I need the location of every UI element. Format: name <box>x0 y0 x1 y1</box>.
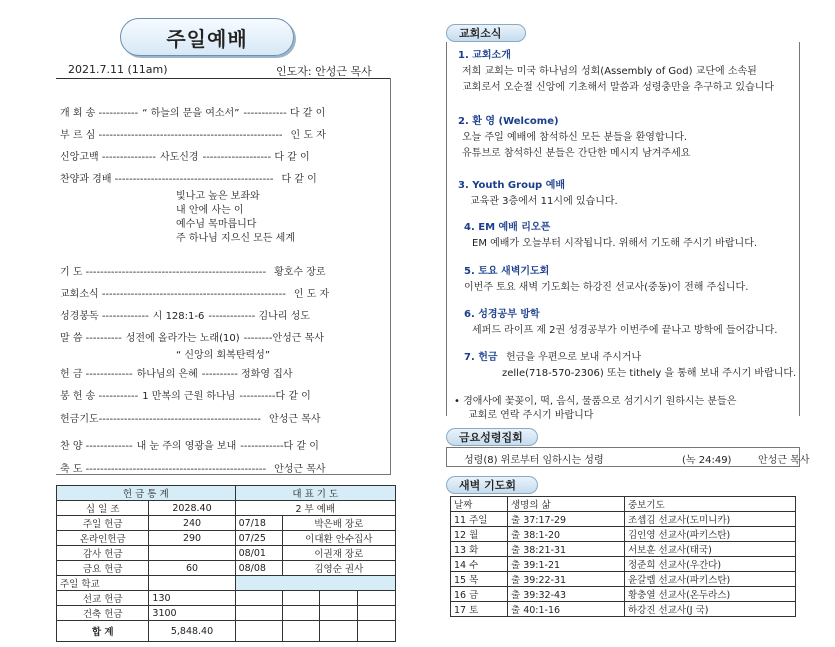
dawn-cell: 하강진 선교사(J 국) <box>625 602 796 617</box>
order-left: 헌금기도--------------------------------------------- <box>60 414 262 425</box>
dawn-cell: 출 38:21-31 <box>508 542 625 557</box>
dawn-cell: 14 수 <box>451 557 508 572</box>
order-left: 개 회 송 ----------- <box>60 108 139 119</box>
offering-label: 선교 헌금 <box>57 591 149 606</box>
prayer-date: 08/08 <box>235 561 282 576</box>
order-left: 기 도 -------------------------------------------------- <box>60 267 267 278</box>
dawn-row <box>451 542 796 557</box>
prayer-name: 이대환 안수집사 <box>282 531 395 546</box>
order-mid: 시 128:1-6 <box>152 311 205 322</box>
news-tab: 교회소식 <box>446 24 526 42</box>
order-right: 황호수 장로 <box>274 267 326 278</box>
lyric-line: 빛나고 높은 보좌와 <box>176 191 260 202</box>
dawn-row <box>451 572 796 587</box>
order-right: 인 도 자 <box>293 289 330 300</box>
news-item-title: 1. 교회소개 <box>458 50 511 61</box>
title-pill <box>120 18 294 56</box>
prayer-header: 대 표 기 도 <box>235 486 395 501</box>
dawn-cell: 출 38:1-20 <box>508 527 625 542</box>
prayer-name: 2 부 예배 <box>235 501 395 516</box>
order-row <box>60 437 390 452</box>
dawn-cell: 13 화 <box>451 542 508 557</box>
page-title: 주일예배 <box>166 26 248 51</box>
news-item-line: EM 예배가 오늘부터 시작됩니다. 위해서 기도해 주시기 바랍니다. <box>472 238 758 249</box>
blank-cell <box>235 591 282 606</box>
order-row <box>60 460 390 475</box>
dawn-cell: 출 39:22-31 <box>508 572 625 587</box>
order-row <box>60 104 390 119</box>
lyric-line: 내 안에 사는 이 <box>176 205 244 216</box>
dawn-cell: 16 금 <box>451 587 508 602</box>
dawn-header: 날짜 <box>451 497 508 512</box>
offering-amount: 240 <box>149 516 235 531</box>
news-item-line: 헌금을 우편으로 보내 주시거나 <box>506 352 642 363</box>
total-amount: 5,848.40 <box>149 621 235 642</box>
news-item-title: 4. EM 예배 리오픈 <box>464 222 551 233</box>
offering-amount: 2028.40 <box>149 501 235 516</box>
blank-cell <box>320 621 358 642</box>
friday-text: 성령(8) 위로부터 임하시는 성령 <box>464 455 604 466</box>
prayer-date: 07/25 <box>235 531 282 546</box>
total-label: 합 계 <box>57 621 149 642</box>
order-row <box>60 170 390 185</box>
order-row <box>60 410 390 425</box>
service-leader: 인도자: 안성근 목사 <box>276 65 372 78</box>
offering-amount: 3100 <box>149 606 235 621</box>
dawn-row <box>451 512 796 527</box>
dawn-header: 생명의 삶 <box>508 497 625 512</box>
dawn-cell: 황충열 선교사(온두라스) <box>625 587 796 602</box>
order-mid: 1 만복의 근원 하나님 <box>142 391 236 402</box>
news-item-title: 6. 성경공부 방학 <box>464 309 540 320</box>
order-left: 봉 헌 송 ----------- <box>60 391 139 402</box>
news-item-line: 오늘 주일 예배에 참석하신 모든 분들을 환영합니다. <box>462 132 688 143</box>
praise-lyrics <box>176 190 295 246</box>
order-right: 안성근 목사 <box>269 414 321 425</box>
dawn-cell: 17 토 <box>451 602 508 617</box>
blank-cell <box>282 591 320 606</box>
offering-header: 헌 금 통 계 <box>57 486 236 501</box>
dawn-cell: 조셉김 선교사(도미니카) <box>625 512 796 527</box>
offering-label: 십 일 조 <box>57 501 149 516</box>
offering-amount <box>149 546 235 561</box>
order-mid: 성전에 올라가는 노래(10) <box>125 333 240 344</box>
dawn-cell: 정준희 선교사(우간다) <box>625 557 796 572</box>
order-right: ------------------- 다 같 이 <box>202 152 310 163</box>
news-item-title: 3. Youth Group 예배 <box>458 180 566 191</box>
order-mid: 내 눈 주의 영광을 보내 <box>136 441 237 452</box>
dawn-cell: 15 목 <box>451 572 508 587</box>
blank-cell <box>320 591 358 606</box>
news-item-line: zelle(718-570-2306) 또는 tithely 을 통해 보내 주시기 바랍니다. <box>502 368 797 379</box>
order-left: 부 르 심 --------------------------------------------------- <box>60 130 283 141</box>
offering-amount: 60 <box>149 561 235 576</box>
order-left: 찬양과 경배 -------------------------------------------- <box>60 174 274 185</box>
dawn-header: 중보기도 <box>625 497 796 512</box>
dawn-cell: 김인영 선교사(파키스탄) <box>625 527 796 542</box>
order-right: ---------- 정화영 집사 <box>201 369 293 380</box>
order-mid: 사도신경 <box>159 152 199 163</box>
order-left: 교회소식 --------------------------------------------------- <box>60 289 286 300</box>
offering-amount: 130 <box>149 591 235 606</box>
dawn-cell: 출 39:32-43 <box>508 587 625 602</box>
dawn-row <box>451 602 796 617</box>
dawn-cell: 출 40:1-16 <box>508 602 625 617</box>
order-row <box>60 307 390 322</box>
prayer-name: 이권재 장로 <box>282 546 395 561</box>
dawn-row <box>451 527 796 542</box>
blank-cell <box>235 606 282 621</box>
blank-cell <box>358 606 396 621</box>
news-item-title: 7. 헌금 <box>464 352 498 363</box>
news-item-line: 교회로서 오순절 신앙에 기초해서 말씀과 성령충만을 추구하고 있습니다 <box>462 82 775 93</box>
friday-ref: (녹 24:49) <box>682 455 732 466</box>
order-row <box>60 126 390 141</box>
blank-cell <box>320 606 358 621</box>
order-right: ------------ 다 같 이 <box>243 108 326 119</box>
order-left: 찬 양 ------------- <box>60 441 133 452</box>
news-note-line: 교회로 연락 주시기 바랍니다 <box>468 410 594 421</box>
order-mid: “ 하늘의 문을 여소서” <box>142 108 240 119</box>
blank-cell <box>235 576 395 591</box>
order-left: 헌 금 ------------- <box>60 369 133 380</box>
news-item-title: 5. 토요 새벽기도회 <box>464 266 550 277</box>
order-right: 다 같 이 <box>281 174 317 185</box>
offering-amount <box>149 576 235 591</box>
offering-label: 주일 학교 <box>57 576 149 591</box>
order-right: 안성근 목사 <box>274 464 326 475</box>
lyric-line: 주 하나님 지으신 모든 세계 <box>176 233 295 244</box>
order-mid: 하나님의 은혜 <box>136 369 198 380</box>
sermon-subtitle: “ 신앙의 회복탄력성” <box>176 350 270 361</box>
order-right: 인 도 자 <box>290 130 326 141</box>
order-right: --------안성근 목사 <box>243 333 324 344</box>
blank-cell <box>282 606 320 621</box>
dawn-cell: 12 월 <box>451 527 508 542</box>
offering-table <box>56 485 396 642</box>
dawn-row <box>451 587 796 602</box>
offering-label: 감사 헌금 <box>57 546 149 561</box>
offering-label: 건축 헌금 <box>57 606 149 621</box>
friday-tab: 금요성령집회 <box>446 428 538 446</box>
prayer-name: 박은배 장로 <box>282 516 395 531</box>
blank-cell <box>358 621 396 642</box>
order-row <box>60 263 390 278</box>
order-left: 축 도 -------------------------------------------------- <box>60 464 267 475</box>
news-item-line: 세퍼드 라이프 제 2권 성경공부가 이번주에 끝나고 방학에 들어갑니다. <box>472 325 778 336</box>
blank-cell <box>282 621 320 642</box>
order-left: 성경봉독 ------------- <box>60 311 149 322</box>
news-item-title: 2. 환 영 (Welcome) <box>458 116 559 127</box>
dawn-cell: 11 주일 <box>451 512 508 527</box>
friday-preacher: 안성근 목사 <box>758 455 810 466</box>
order-left: 신앙고백 --------------- <box>60 152 156 163</box>
order-row <box>60 329 390 344</box>
news-item-line: 유튜브로 참석하신 분들은 간단한 메시지 남겨주세요 <box>462 148 691 159</box>
order-right: ------------- 김나리 성도 <box>208 311 310 322</box>
blank-cell <box>358 591 396 606</box>
news-item-line: 교육관 3층에서 11시에 있습니다. <box>470 196 618 207</box>
order-right: ----------다 같 이 <box>239 391 311 402</box>
news-item-line: 이번주 토요 새벽 기도회는 하강진 선교사(중동)이 전해 주십니다. <box>464 282 749 293</box>
offering-amount: 290 <box>149 531 235 546</box>
dawn-tab: 새벽 기도회 <box>446 476 538 494</box>
order-left: 말 씀 ---------- <box>60 333 122 344</box>
prayer-date: 07/18 <box>235 516 282 531</box>
offering-label: 주일 헌금 <box>57 516 149 531</box>
order-row <box>60 285 390 300</box>
service-date: 2021.7.11 (11am) <box>68 63 168 76</box>
news-note-line: • 경애사에 꽃꽂이, 떡, 음식, 물품으로 섬기시기 원하시는 분들은 <box>454 396 737 407</box>
dawn-table <box>450 496 796 617</box>
lyric-line: 예수님 목마릅니다 <box>176 219 257 230</box>
dawn-cell: 출 39:1-21 <box>508 557 625 572</box>
offering-label: 온라인헌금 <box>57 531 149 546</box>
dawn-cell: 서보훈 선교사(태국) <box>625 542 796 557</box>
order-row <box>60 387 390 402</box>
offering-label: 금요 헌금 <box>57 561 149 576</box>
blank-cell <box>235 621 282 642</box>
dawn-cell: 출 37:17-29 <box>508 512 625 527</box>
order-right: ------------다 같 이 <box>240 441 319 452</box>
dawn-row <box>451 557 796 572</box>
news-item-line: 저희 교회는 미국 하나님의 성회(Assembly of God) 교단에 소속된 <box>462 66 757 77</box>
order-row <box>60 365 390 380</box>
prayer-name: 김영순 권사 <box>282 561 395 576</box>
dawn-cell: 윤갈렙 선교사(파키스탄) <box>625 572 796 587</box>
order-row <box>60 148 390 163</box>
prayer-date: 08/01 <box>235 546 282 561</box>
